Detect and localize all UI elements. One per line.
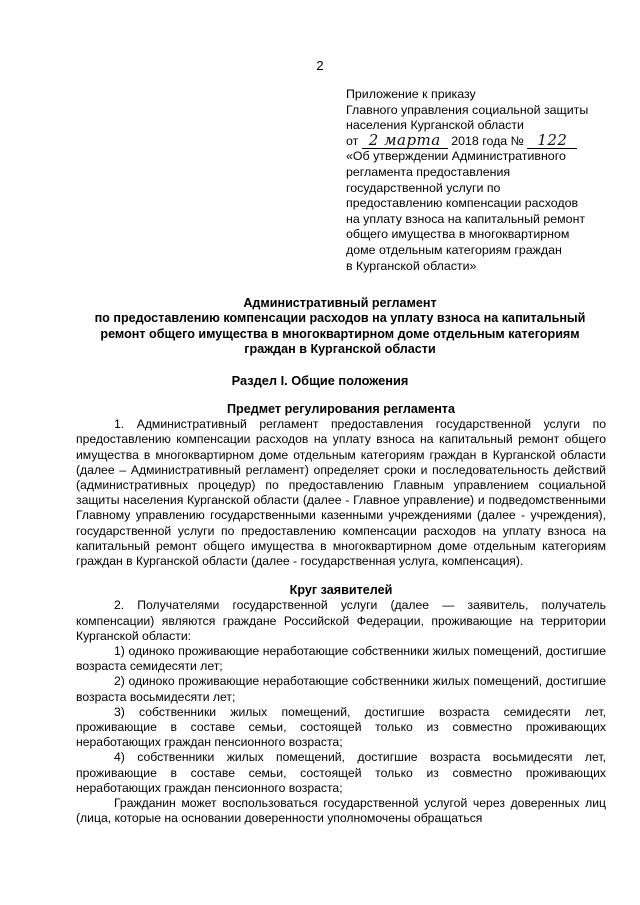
appendix-quote-line: предоставлению компенсации расходов — [346, 196, 579, 211]
appendix-line: населения Курганской области — [346, 118, 524, 133]
paragraph-1: 1. Административный регламент предоставления государственной услуги по предоставлению компенсации расходов на уплату взноса на капитальный ремонт общего имущества в многоквартирном доме отдельным категориям граждан в Курганской области (далее – Административный регламент) определяет сроки и последовательность действий (административных процедур) по предоставлению Главным управлением социальной защиты населения Курганской области (далее - Главное управление) и подведомственными Главному управлению государственными казенными учреждениями (далее - учреждения), государственной услуги по предоставлению компенсации расходов на уплату взноса на капитальный ремонт общего имущества в многоквартирном доме отдельным категориям граждан в Курганской области (далее - государственная услуга, компенсация). — [76, 417, 606, 569]
title-line: Административный регламент — [243, 296, 437, 310]
appendix-quote-line: в Курганской области» — [346, 258, 477, 273]
appendix-line: Главного управления социальной защиты — [346, 102, 589, 117]
year-text: 2018 года № — [451, 133, 524, 148]
appendix-quote-line: регламента предоставления — [346, 164, 511, 179]
appendix-quote-line: на уплату взноса на капитальный ремонт — [346, 211, 586, 226]
title-line: граждан в Курганской области — [244, 342, 436, 357]
handwritten-date — [362, 130, 448, 149]
handwritten-number — [527, 130, 577, 149]
list-item: 4) собственники жилых помещений, достигшие возраста восьмидесяти лет, проживающие в составе семьи, состоящей только из совместно проживающих неработающих граждан пенсионного возраста; — [76, 750, 606, 795]
document-title — [60, 296, 620, 358]
paragraph-3: Гражданин может воспользоваться государственной услугой через доверенных лиц (лица, которые на основании доверенности уполномочены обращаться — [76, 796, 606, 826]
paragraph-2: 2. Получателями государственной услуги (далее — заявитель, получатель компенсации) являются граждане Российской Федерации, проживающие на территории Курганской области: — [76, 598, 606, 643]
page-number: 2 — [316, 58, 324, 73]
appendix-quote-line: доме отдельным категориям граждан — [346, 242, 562, 257]
list-item: 2) одиноко проживающие неработающие собственники жилых помещений, достигшие возраста восьмидесяти лет; — [76, 674, 606, 704]
handwritten-date-text: 2 марта — [368, 130, 441, 149]
subheading-applicants: Круг заявителей — [289, 583, 393, 598]
title-line: ремонт общего имущества в многоквартирном доме отдельным категориям — [100, 326, 580, 341]
appendix-quote-line: государственной услуги по — [346, 180, 501, 195]
appendix-line: Приложение к приказу — [346, 87, 476, 101]
handwritten-number-text: 122 — [537, 130, 568, 149]
appendix-date-line — [346, 130, 616, 150]
list-item: 1) одиноко проживающие неработающие собственники жилых помещений, достигшие возраста семидесяти лет; — [76, 644, 606, 674]
list-item: 3) собственники жилых помещений, достигшие возраста семидесяти лет, проживающие в составе семьи, состоящей только из совместно проживающих неработающих граждан пенсионного возраста; — [76, 704, 606, 750]
document-body — [76, 402, 606, 826]
title-line: по предоставлению компенсации расходов на уплату взноса на капитальный — [94, 311, 586, 326]
appendix-quote-line: «Об утверждении Административного — [346, 149, 566, 164]
appendix-block — [346, 87, 616, 274]
section-title: Раздел I. Общие положения — [231, 373, 409, 388]
appendix-quote-line: общего имущества в многоквартирном — [346, 227, 570, 242]
subheading-subject: Предмет регулирования регламента — [227, 402, 455, 416]
date-prefix: от — [346, 133, 359, 148]
